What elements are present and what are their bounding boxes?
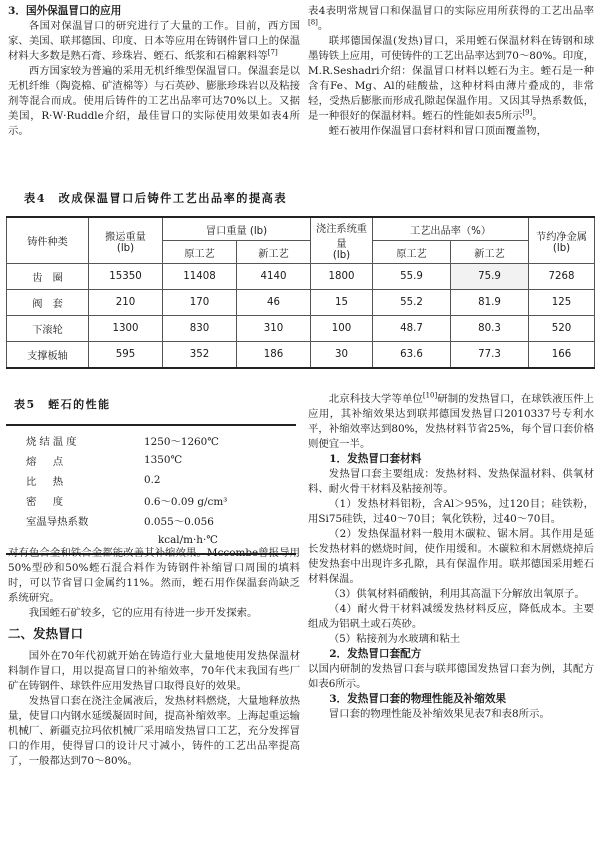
list-item: （3）供氧材料硝酸钠，利用其高温下分解放出氧原子。: [328, 588, 585, 600]
paragraph-text: 研制的发热冒口，在球铁液压件上应用，其补缩效果达到联邦德国发热冒口2010337号专利水平，补缩效率达到80%，发热材料节省25%，每个冒口套价格则便宜一半。: [308, 393, 595, 450]
cell-riser-orig: 170: [163, 290, 237, 316]
table5-caption: 表5 蛭石的性能: [14, 398, 111, 411]
cell-yield-orig: 48.7: [373, 316, 451, 342]
list-item: （1）发热材料铝粉，含Al＞95%，过120目；硅铁粉，用Si75硅铁，过40～70目；氧化铁粉，过40～70目。: [308, 498, 594, 525]
subheading-materials: 1．发热冒口套材料: [329, 453, 422, 465]
cell-yield-orig: 63.6: [373, 342, 451, 369]
table-row: [6, 470, 296, 490]
table-row: [7, 264, 595, 290]
cell-pour: 15350: [89, 264, 163, 290]
header-text: 节约净金属: [536, 231, 587, 243]
cell-riser-new: 46: [237, 290, 311, 316]
cell-yield-new: 81.9: [451, 290, 529, 316]
cell-yield-orig: 55.2: [373, 290, 451, 316]
cell-saving: 7268: [529, 264, 595, 290]
section-heading-exothermic-riser: 二、发热冒口: [8, 626, 84, 641]
cell-yield-new: 75.9: [451, 264, 529, 290]
cell-riser-new: 4140: [237, 264, 311, 290]
table-row: [6, 510, 296, 530]
cell-riser-new: 310: [237, 316, 311, 342]
table4: [6, 216, 595, 369]
property-unit: kcal/m·h·℃: [140, 530, 296, 554]
cell-riser-orig: 352: [163, 342, 237, 369]
paragraph: 发热冒口套在浇注金属液后，发热材料燃烧，大量地释放热量，使冒口内钢水延缓凝固时间，提高补缩效率。上海起重运输机械厂、新疆克拉玛依机械厂采用暗发热冒口工艺，充分发挥冒口的作用，使得冒口的设计尺寸减小，铸件的工艺出品率提高了，一般都达到70～80%。: [8, 695, 300, 767]
reference-marker: [8]: [308, 18, 318, 27]
section-heading-foreign-insulating-riser: 3．国外保温冒口的应用: [8, 5, 122, 17]
paragraph: 蛭石被用作保温冒口套材料和冒口顶面覆盖物，: [328, 125, 547, 137]
header-text: 搬运重量: [105, 231, 146, 243]
cell-riser-orig: 11408: [163, 264, 237, 290]
header-gating-weight: [311, 217, 373, 264]
paragraph: 西方国家较为普遍的采用无机纤维型保温冒口。保温套是以无机纤维（陶瓷棉、矿渣棉等）与石英砂、膨胀珍珠岩以及粘接剂等混合而成。使用后铸件的工艺出品率可达70%以上。又据美国，R·W·Ruddle介绍，最佳冒口的实际使用效果如表4所示。: [8, 65, 300, 137]
cell-saving: 125: [529, 290, 595, 316]
reference-marker: [9]: [522, 108, 533, 117]
subheading-properties: 3．发热冒口套的物理性能及补缩效果: [329, 693, 507, 705]
header-pour-weight: [89, 217, 163, 264]
header-text: 浇注系统重量: [316, 224, 367, 250]
cell-riser-new: 186: [237, 342, 311, 369]
paragraph: [308, 392, 594, 452]
cell-type: 下滚轮: [7, 316, 89, 342]
property-name: 密 度: [26, 495, 67, 508]
paragraph-text: 联邦德国保温(发热)冒口，采用蛭石保温材料在铸钢和球墨铸铁上应用，可使铸件的工艺出品率达到70～80%。印度，M.R.Seshadri介绍：保温冒口材料以蛭石为主。蛭石是一种含有Fe、Mg、Al的硅酸盐，这种材料由薄片叠成的，非常轻，受热后膨胀而形成孔隙起保温作用。又因其导热系数低，是一种很好的保温材料。蛭石的性能如表5所示: [308, 35, 594, 122]
table-row: [7, 290, 595, 316]
header-unit: (lb): [332, 250, 351, 261]
table5: [6, 424, 296, 555]
property-name: 比 热: [26, 475, 67, 488]
paragraph-text: 表4表明常规冒口和保温冒口的实际应用所获得的工艺出品率: [308, 5, 594, 17]
left-column-bottom: [8, 546, 300, 769]
paragraph: 表4表明常规冒口和保温冒口的实际应用所获得的工艺出品率[8]。: [308, 5, 594, 32]
header-riser-weight: 冒口重量 (lb): [163, 217, 311, 241]
property-value: 0.2: [144, 474, 161, 486]
left-column-top: [8, 4, 300, 139]
cell-type: 齿 圈: [7, 264, 89, 290]
property-name: 室温导热系数: [26, 515, 89, 528]
paragraph: 我国蛭石矿较多，它的应用有待进一步开发探索。: [28, 607, 258, 619]
header-yield: 工艺出品率（%）: [373, 217, 529, 241]
paragraph: 以国内研制的发热冒口套与联邦德国发热冒口套为例，其配方如表6所示。: [308, 663, 594, 690]
table-row: [6, 425, 296, 450]
cell-yield-new: 80.3: [451, 316, 529, 342]
right-column-bottom: [308, 392, 594, 722]
paragraph: 联邦德国保温(发热)冒口，采用蛭石保温材料在铸钢和球墨铸铁上应用，可使铸件的工艺出品率达到70～80%。印度，M.R.Seshadri介绍：保温冒口材料以蛭石为主。蛭石是一种含有Fe、Mg、Al的硅酸盐，这种材料由薄片叠成的，非常轻，受热后膨胀而形成孔隙起保温作用。又因其导热系数低，是一种很好的保温材料。蛭石的性能如表5所示[9]。: [308, 35, 594, 122]
header-yield-new: 新工艺: [451, 241, 529, 264]
reference-marker: [7]: [267, 48, 278, 57]
paragraph: 对有色合金和铁合金都能改善其补缩效果。Mccombe曾报导用50%型砂和50%蛭石混合料作为铸钢件补缩冒口周围的填料时，可以节省冒口金属约11%。然而，蛭石用作保温套尚缺乏系统研究。: [8, 547, 300, 604]
property-value: 0.6～0.09 g/cm³: [144, 495, 228, 508]
header-riser-original: 原工艺: [163, 241, 237, 264]
header-riser-new: 新工艺: [237, 241, 311, 264]
cell-pour: 1300: [89, 316, 163, 342]
paragraph-text: 北京科技大学等单位: [328, 393, 423, 405]
property-name: 烧结温度: [6, 425, 140, 450]
cell-saving: 520: [529, 316, 595, 342]
header-unit: (lb): [552, 242, 571, 254]
paragraph: [8, 19, 300, 64]
subheading-formula: 2．发热冒口套配方: [329, 648, 422, 660]
paragraph: 发热冒口套主要组成：发热材料、发热保温材料、供氧材料、耐火骨干材料及粘接剂等。: [308, 468, 594, 495]
list-item: （4）耐火骨干材料减缓发热材料反应，降低成本。主要组成为铝矾土或石英砂。: [308, 603, 594, 630]
paragraph-text: 各国对保温冒口的研究进行了大量的工作。目前，西方国家、美国、联邦德国、印度、日本等应用在铸钢件冒口上的保温材料大多数是熟石膏、珍珠岩、蛭石、纸浆和石棉絮料等: [8, 20, 300, 62]
paragraph: 冒口套的物理性能及补缩效果见表7和表8所示。: [328, 708, 550, 720]
cell-yield-new: 77.3: [451, 342, 529, 369]
cell-gate: 100: [311, 316, 373, 342]
property-value: 1250～1260℃: [140, 425, 296, 450]
cell-pour: 595: [89, 342, 163, 369]
cell-gate: 1800: [311, 264, 373, 290]
list-item: （5）粘接剂为水玻璃和粘土: [328, 633, 461, 645]
list-item: （2）发热保温材料一般用木碳粒、锯木屑。其作用是延长发热材料的燃烧时间，使作用缓和。木碳粒和木屑燃烧掉后使发热套中出现许多孔隙，具有保温作用。联邦德国采用蛭石材料保温。: [308, 528, 594, 585]
table-row: [6, 490, 296, 510]
table-row: [6, 450, 296, 470]
paragraph: 国外在70年代初就开始在铸造行业大量地使用发热保温材料制作冒口，用以提高冒口的补缩效率，70年代末我国有些厂矿在铸钢件、球铁件应用发热冒口取得良好的效果。: [8, 650, 300, 692]
cell-type: 阀 套: [7, 290, 89, 316]
table4-caption: 表4 改成保温冒口后铸件工艺出品率的提高表: [24, 191, 288, 205]
header-metal-saving: [529, 217, 595, 264]
cell-type: 支撑板轴: [7, 342, 89, 369]
reference-marker: [10]: [422, 391, 438, 400]
table-row: [7, 342, 595, 369]
cell-saving: 166: [529, 342, 595, 369]
header-unit: (lb): [116, 242, 135, 254]
cell-gate: 30: [311, 342, 373, 369]
cell-riser-orig: 830: [163, 316, 237, 342]
property-value: 1350℃: [144, 454, 183, 466]
property-value: 0.055～0.056: [144, 515, 214, 528]
header-casting-type: 铸件种类: [7, 217, 89, 264]
cell-yield-orig: 55.9: [373, 264, 451, 290]
cell-pour: 210: [89, 290, 163, 316]
header-yield-original: 原工艺: [373, 241, 451, 264]
cell-gate: 15: [311, 290, 373, 316]
table-row: [7, 316, 595, 342]
property-name: 熔 点: [26, 455, 67, 468]
right-column-top: [308, 4, 594, 139]
